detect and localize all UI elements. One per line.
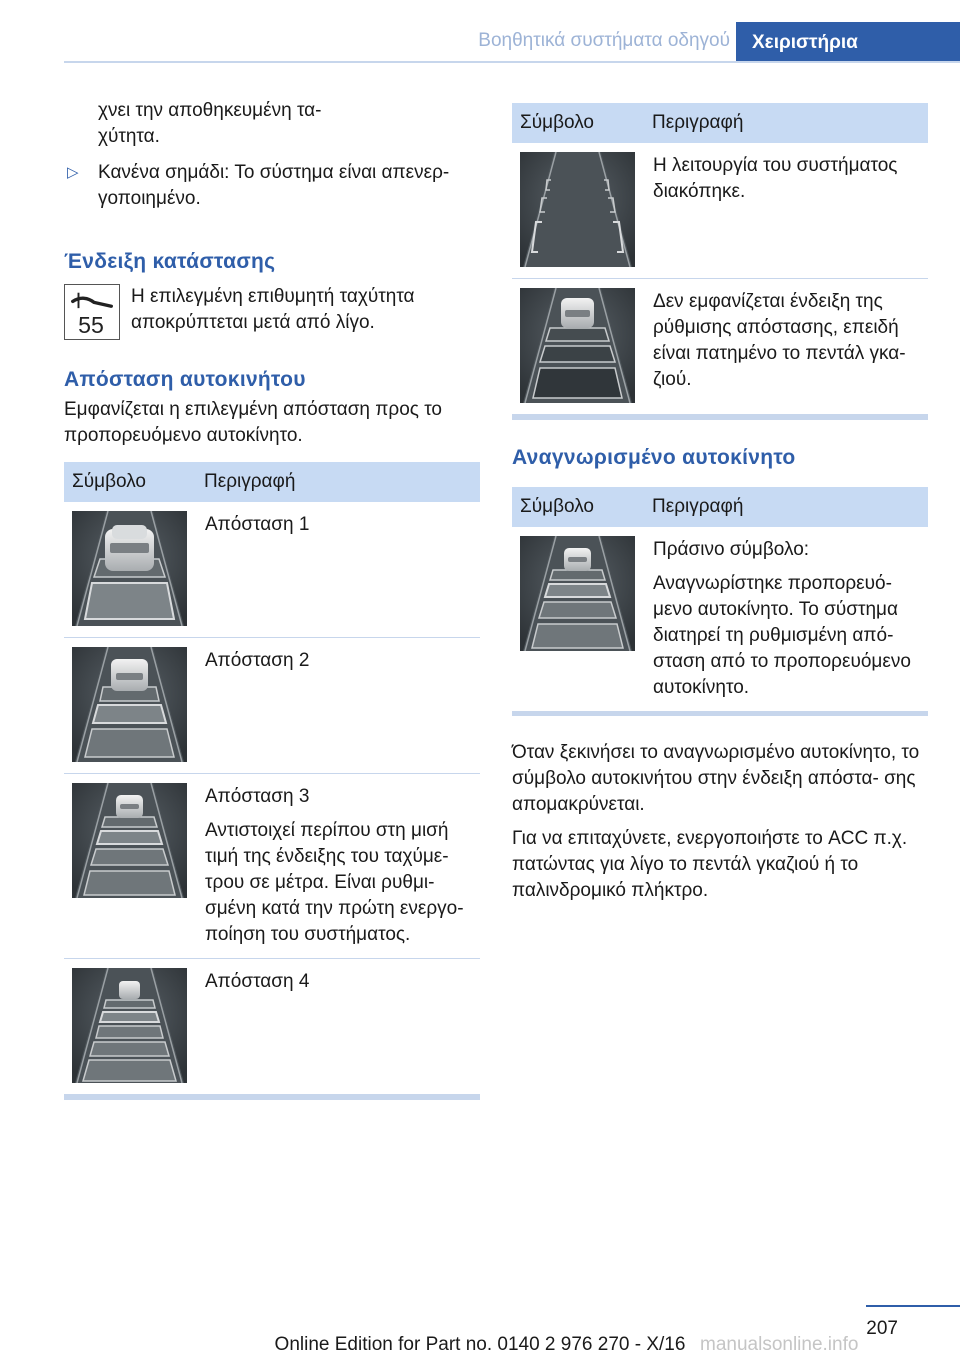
col-symbol-header: Σύμβολο <box>512 487 644 527</box>
bullet-text: Κανένα σημάδι: Το σύστημα είναι απενερ- γοποιημένο. <box>98 162 450 209</box>
col-desc-header: Περιγραφή <box>644 103 928 143</box>
gauge-value: 55 <box>78 312 104 339</box>
footer-rule <box>866 1305 960 1307</box>
distance-intro: Εμφανίζεται η επιλεγμένη απόσταση προς το προπορευόμενο αυτοκίνητο. <box>64 399 442 446</box>
distance-4-icon <box>72 968 187 1083</box>
table-end-rule <box>512 711 928 716</box>
pedal-pressed-text: Δεν εμφανίζεται ένδειξη της ρύθμισης απόστασης, επειδή είναι πατημένο το πεντάλ γκα- ζιού. <box>653 291 906 390</box>
col-desc-header: Περιγραφή <box>644 487 928 527</box>
recognized-vehicle-icon <box>520 536 635 651</box>
header-chapter-tab[interactable]: Χειριστήρια <box>736 22 960 63</box>
col-symbol-header: Σύμβολο <box>64 462 196 502</box>
distance-2-icon <box>72 647 187 762</box>
continued-text-line-1: χνει την αποθηκευμένη τα- <box>98 100 322 121</box>
continued-text-line-2: χύτητα. <box>98 126 160 147</box>
header-section-title: Βοηθητικά συστήματα οδηγού <box>478 30 730 51</box>
distance-3-note: Αντιστοιχεί περίπου στη μισή τιμή της ένδειξης του ταχύμε- τρου σε μέτρα. Είναι ρυθμι- σμένη κατά την πρώτη ενεργο- ποίηση του συστήματος. <box>205 820 464 945</box>
table-row <box>64 774 480 959</box>
table-header-row <box>512 487 928 527</box>
pedal-pressed-icon <box>520 288 635 403</box>
table-row <box>64 638 480 774</box>
distance-3-label: Απόσταση 3 <box>205 786 310 807</box>
table-end-rule <box>512 415 928 420</box>
paragraph-accelerate: Για να επιταχύνετε, ενεργοποιήστε το ACC π.χ. πατώντας για λίγο το πεντάλ γκαζιού ή το παλινδρομικό πλήκτρο. <box>512 828 908 901</box>
edition-note: Online Edition for Part no. 0140 2 976 270 - X/16 <box>274 1334 686 1355</box>
page-number: 207 <box>866 1318 898 1339</box>
triangle-bullet-icon: ▷ <box>67 164 79 181</box>
table-header-row <box>512 103 928 143</box>
system-state-table <box>512 103 928 415</box>
header-rule <box>64 61 960 63</box>
speed-gauge-icon <box>64 284 120 340</box>
table-row <box>512 279 928 415</box>
left-column <box>64 98 480 1100</box>
system-interrupted-text: Η λειτουργία του συστήματος διακόπηκε. <box>653 155 898 202</box>
col-symbol-header: Σύμβολο <box>512 103 644 143</box>
status-row <box>64 284 480 340</box>
distance-1-icon <box>72 511 187 626</box>
green-symbol-text: Αναγνωρίστηκε προπορευό- μενο αυτοκίνητο. Το σύστημα διατηρεί τη ρυθμισμένη από- σταση από το προπορευόμενο αυτοκίνητο. <box>653 573 911 698</box>
table-end-rule <box>64 1095 480 1100</box>
distance-4-label: Απόσταση 4 <box>205 971 310 992</box>
distance-heading: Απόσταση αυτοκινήτου <box>64 368 306 391</box>
distance-2-label: Απόσταση 2 <box>205 650 310 671</box>
green-symbol-label: Πράσινο σύμβολο: <box>653 539 810 560</box>
table-row <box>64 959 480 1095</box>
watermark: manualsonline.info <box>700 1334 859 1355</box>
distance-table <box>64 462 480 1095</box>
status-heading: Ένδειξη κατάστασης <box>64 250 276 273</box>
table-row <box>64 502 480 638</box>
paragraph-vehicle-departs: Όταν ξεκινήσει το αναγνωρισμένο αυτοκίνητο, το σύμβολο αυτοκινήτου στην ένδειξη απόστα- σης απομακρύνεται. <box>512 742 920 815</box>
col-desc-header: Περιγραφή <box>196 462 480 502</box>
status-text: Η επιλεγμένη επιθυμητή ταχύτητα αποκρύπτεται μετά από λίγο. <box>131 286 415 333</box>
distance-1-label: Απόσταση 1 <box>205 514 310 535</box>
bullet-item <box>64 160 480 212</box>
recognized-vehicle-heading: Αναγνωρισμένο αυτοκίνητο <box>512 446 796 469</box>
recognized-vehicle-table <box>512 487 928 711</box>
right-column <box>512 103 928 904</box>
distance-3-icon <box>72 783 187 898</box>
table-row <box>512 527 928 711</box>
table-row <box>512 143 928 279</box>
system-interrupted-icon <box>520 152 635 267</box>
table-header-row <box>64 462 480 502</box>
